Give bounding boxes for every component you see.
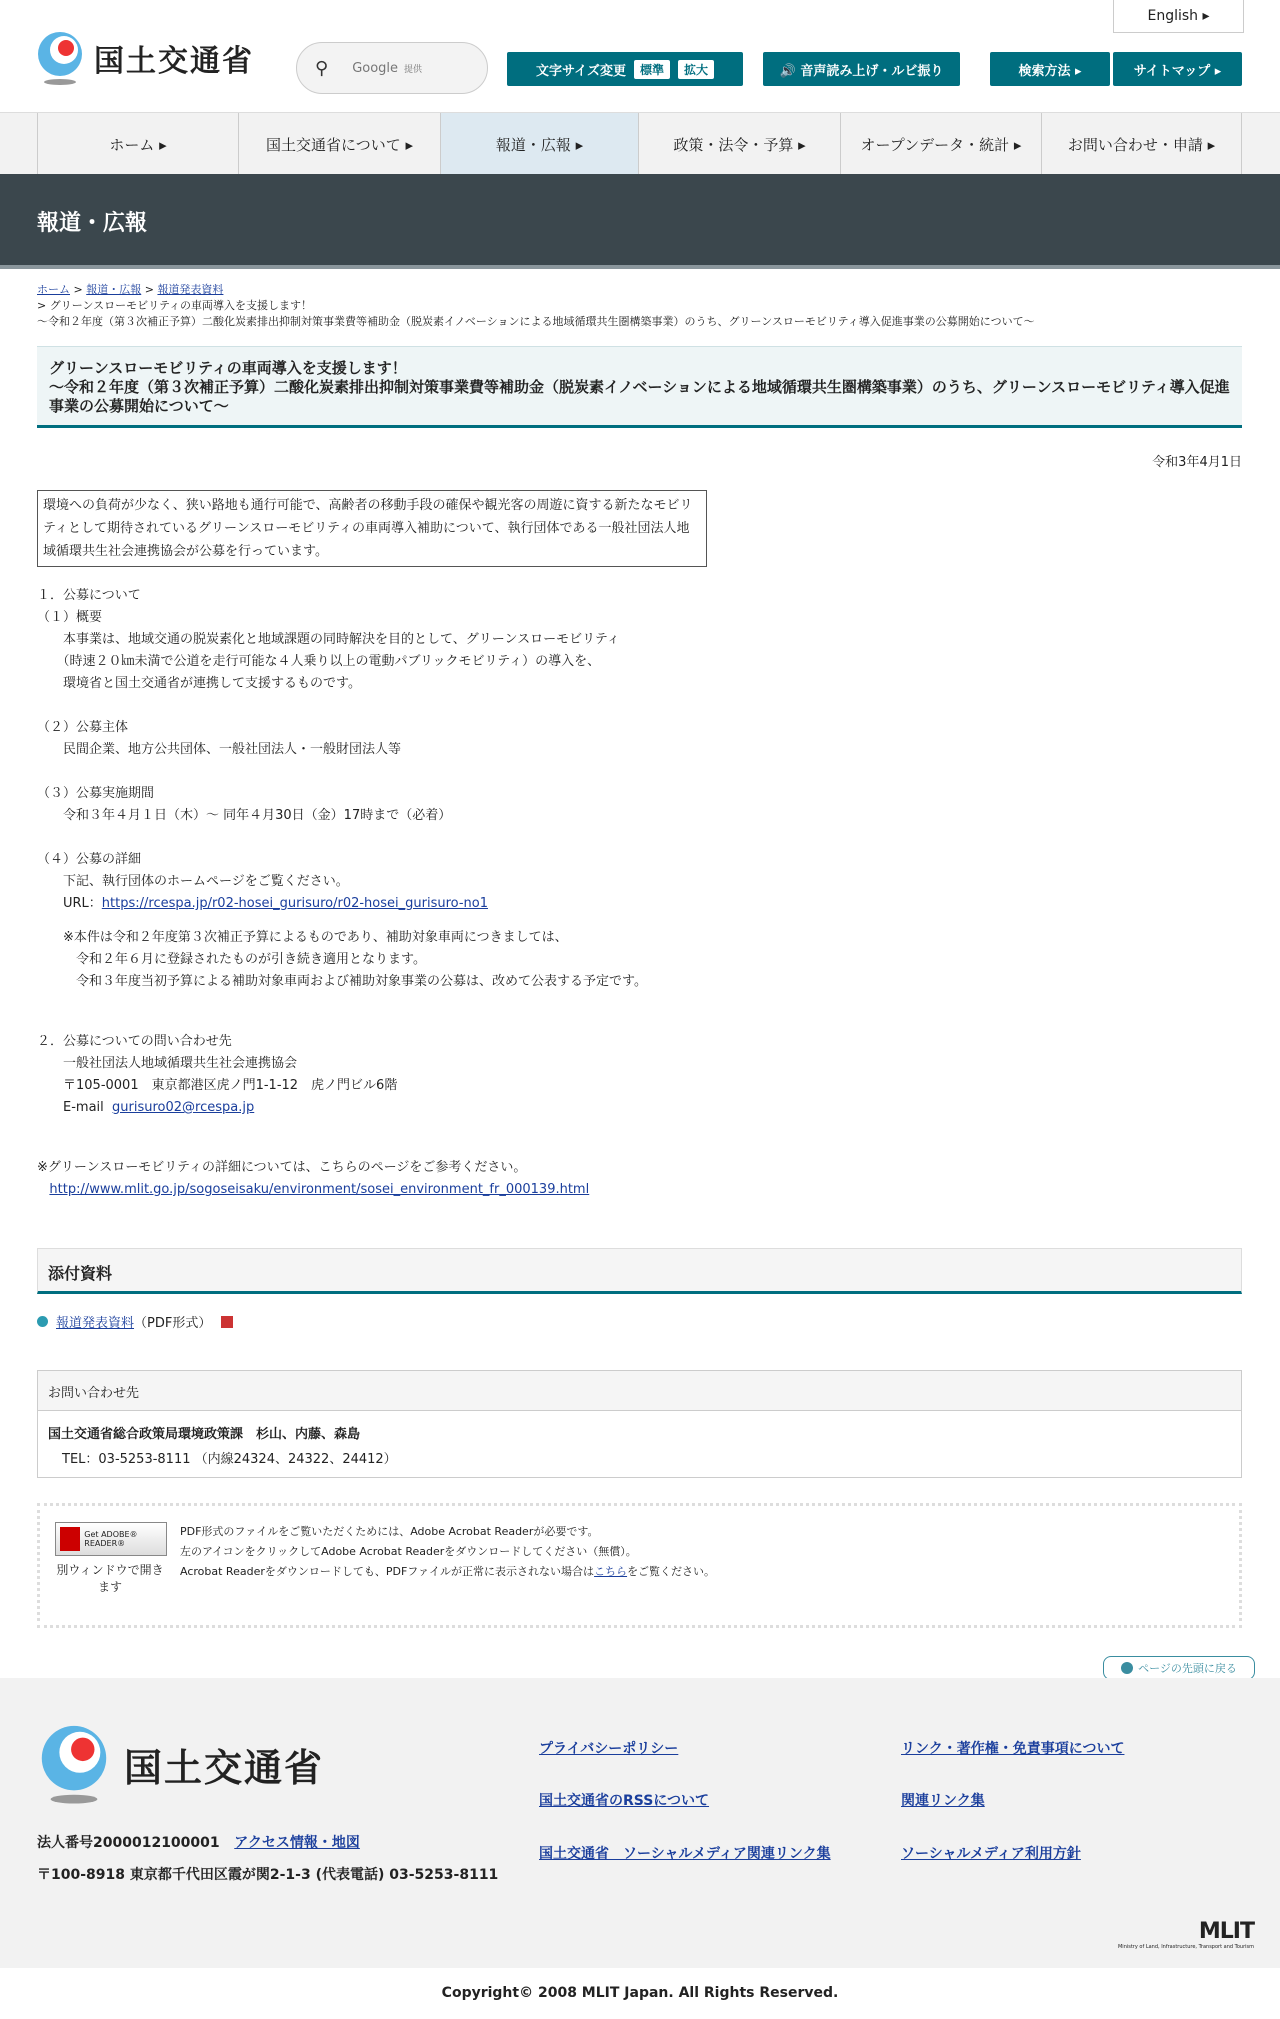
release-date: 令和3年4月1日 [1152, 455, 1242, 470]
nav-contact[interactable]: お問い合わせ・申請 ▸ [1041, 113, 1242, 175]
contact-heading: お問い合わせ先 [38, 1371, 1241, 1411]
breadcrumb: ホーム > 報道・広報 > 報道発表資料 > グリーンスローモビリティの車両導入を支援します！ ～令和２年度（第３次補正予算）二酸化炭素排出抑制対策事業費等補助金（脱炭素イノベーションによる地域循環共生圏構築事業）のうち、グリーンスローモビリティ導入促進事業の公募開始について～ [37, 282, 1247, 330]
recruitment-url-link[interactable]: https://rcespa.jp/r02-hosei_gurisuro/r02-hosei_gurisuro-no1 [101, 896, 488, 911]
nav-home[interactable]: ホーム ▸ [37, 113, 238, 175]
search-provider: Google 提供 [352, 60, 423, 76]
get-adobe-reader-button[interactable]: Get ADOBE® READER® [55, 1522, 167, 1556]
footer-rss-link[interactable]: 国土交通省のRSSについて [539, 1793, 710, 1809]
search-icon[interactable]: ⚲ [315, 57, 329, 79]
attachment-format: （PDF形式） [134, 1316, 212, 1331]
nav-press[interactable]: 報道・広報 ▸ [440, 113, 638, 175]
breadcrumb-current-sub: ～令和２年度（第３次補正予算）二酸化炭素排出抑制対策事業費等補助金（脱炭素イノベーションによる地域循環共生圏構築事業）のうち、グリーンスローモビリティ導入促進事業の公募開始について～ [37, 315, 1035, 328]
footer-social-links[interactable]: 国土交通省 ソーシャルメディア関連リンク集 [539, 1846, 831, 1862]
nav-about[interactable]: 国土交通省について ▸ [238, 113, 440, 175]
footer-privacy-link[interactable]: プライバシーポリシー [539, 1741, 679, 1757]
contact-box [37, 1370, 1242, 1478]
site-footer [0, 1678, 1280, 1968]
footer-logo-mark-icon [38, 1723, 110, 1805]
voice-reading-button[interactable]: 🔊 音声読み上げ・ルビ振り [763, 52, 960, 86]
new-window-caption: 別ウィンドウで開きます [56, 1563, 164, 1594]
adobe-reader-box [37, 1503, 1242, 1628]
logo-mark-icon [36, 30, 84, 86]
english-link[interactable]: English ▸ [1113, 0, 1244, 33]
font-size-control [507, 52, 743, 86]
attachment-link[interactable]: 報道発表資料 [56, 1316, 135, 1331]
adobe-reader-text: PDF形式のファイルをご覧いただくためには、Adobe Acrobat Readerが必要です。 左のアイコンをクリックしてAdobe Acrobat Readerをダウンロードしてください（無償）。 Acrobat Readerをダウンロードしても、PDFファイルが正常に表示されない場合はこちらをご覧ください。 [180, 1525, 716, 1578]
footer-social-policy-link[interactable]: ソーシャルメディア利用方針 [901, 1846, 1081, 1862]
page-title: グリーンスローモビリティの車両導入を支援します！ ～令和２年度（第３次補正予算）二酸化炭素排出抑制対策事業費等補助金（脱炭素イノベーションによる地域循環共生圏構築事業）のうち、グリーンスローモビリティ導入促進事業の公募開始について～ [37, 346, 1242, 428]
lead-summary: 環境への負荷が少なく、狭い路地も通行可能で、高齢者の移動手段の確保や観光客の周遊に資する新たなモビリティとして期待されているグリーンスローモビリティの車両導入補助について、執行団体である一般社団法人地域循環共生社会連携協会が公募を行っています。 [37, 490, 707, 567]
attachments-heading: 添付資料 [37, 1248, 1242, 1294]
reference-url-link[interactable]: http://www.mlit.go.jp/sogoseisaku/environment/sosei_environment_fr_000139.html [49, 1182, 590, 1197]
category-banner [0, 174, 1280, 269]
footer-address: 〒100-8918 東京都千代田区霞が関2-1-3 (代表電話) 03-5253-8111 [37, 1867, 499, 1883]
breadcrumb-press[interactable]: 報道・広報 [86, 283, 142, 296]
search-method-button[interactable]: 検索方法 ▸ [990, 52, 1110, 86]
site-header [0, 0, 1280, 112]
nav-opendata[interactable]: オープンデータ・統計 ▸ [840, 113, 1041, 175]
font-size-label: 文字サイズ変更 [536, 63, 626, 79]
contact-tel: TEL：03-5253-8111 （内線24324、24322、24412） [62, 1452, 397, 1467]
arrow-up-icon [1121, 1662, 1133, 1674]
breadcrumb-home[interactable]: ホーム [37, 283, 70, 296]
font-large-button[interactable]: 拡大 [678, 60, 714, 79]
adobe-reader-icon [60, 1527, 80, 1551]
search-box[interactable] [296, 42, 488, 94]
breadcrumb-release[interactable]: 報道発表資料 [157, 283, 224, 296]
footer-logo[interactable] [38, 1723, 324, 1805]
footer-access-link[interactable]: アクセス情報・地図 [234, 1835, 360, 1851]
bullet-arrow-icon [37, 1316, 48, 1327]
copyright: Copyright© 2008 MLIT Japan. All Rights Reserved. [0, 1968, 1280, 2019]
page-top-button[interactable]: ページの先頭に戻る [1103, 1656, 1255, 1680]
sitemap-button[interactable]: サイトマップ ▸ [1113, 52, 1242, 86]
footer-copyright-link[interactable]: リンク・著作権・免責事項について [901, 1741, 1125, 1757]
pdf-icon [221, 1316, 233, 1328]
footer-logo-text: 国土交通省 [124, 1745, 325, 1790]
footer-corp-info: 法人番号2000012100001 アクセス情報・地図 [37, 1835, 360, 1851]
mlit-logo: MLIT Ministry of Land, Infrastructure, Transport and Tourism [1117, 1919, 1254, 1950]
article-body: １．公募について （１）概要 本事業は、地域交通の脱炭素化と地域課題の同時解決を目的として、グリーンスローモビリティ （時速２０㎞未満で公道を走行可能な４人乗り以上の電動パブリックモビリティ）の導入を、 環境省と国土交通省が連携して支援するものです。 （２）公募主体 民間企業、地方公共団体、一般社団法人・一般財団法人等 （３）公募実施期間 令和３年４月１日（木）～ 同年４月30日（金）17時まで（必着） （４）公募の詳細 下記、執行団体のホームページをご覧ください。 URL：https://rcespa.jp/r02-hosei_gurisuro/r02-hosei_gurisuro-no1 ※本件は令和２年度第３次補正予算によるものであり、補助対象車両につきましては、 令和２年６月に登録されたものが引き続き適用となります。 令和３年度当初予算による補助対象車両および補助対象事業の公募は、改めて公表する予定です。 ２．公募についての問い合わせ先 一般社団法人地域循環共生社会連携協会 〒105-0001 東京都港区虎ノ門1-1-12 虎ノ門ビル6階 E-mail gurisuro02@rcespa.jp ※グリーンスローモビリティの詳細については、こちらのページをご参考ください。 http://www.mlit.go.jp/sogoseisaku/environment/sosei_environment_fr_000139.html [37, 588, 647, 1197]
attachment-item [37, 1312, 233, 1331]
global-nav [0, 112, 1280, 175]
nav-policy[interactable]: 政策・法令・予算 ▸ [638, 113, 840, 175]
logo-text: 国土交通省 [94, 44, 254, 79]
contact-name: 国土交通省総合政策局環境政策課 杉山、内藤、森島 [48, 1427, 361, 1442]
font-standard-button[interactable]: 標準 [634, 60, 670, 79]
breadcrumb-current: > グリーンスローモビリティの車両導入を支援します！ [37, 299, 313, 312]
footer-related-links[interactable]: 関連リンク集 [901, 1793, 985, 1809]
category-title: 報道・広報 [37, 211, 148, 236]
pdf-help-link[interactable]: こちら [594, 1565, 628, 1578]
site-logo[interactable] [36, 30, 254, 86]
email-link[interactable]: gurisuro02@rcespa.jp [112, 1100, 255, 1115]
